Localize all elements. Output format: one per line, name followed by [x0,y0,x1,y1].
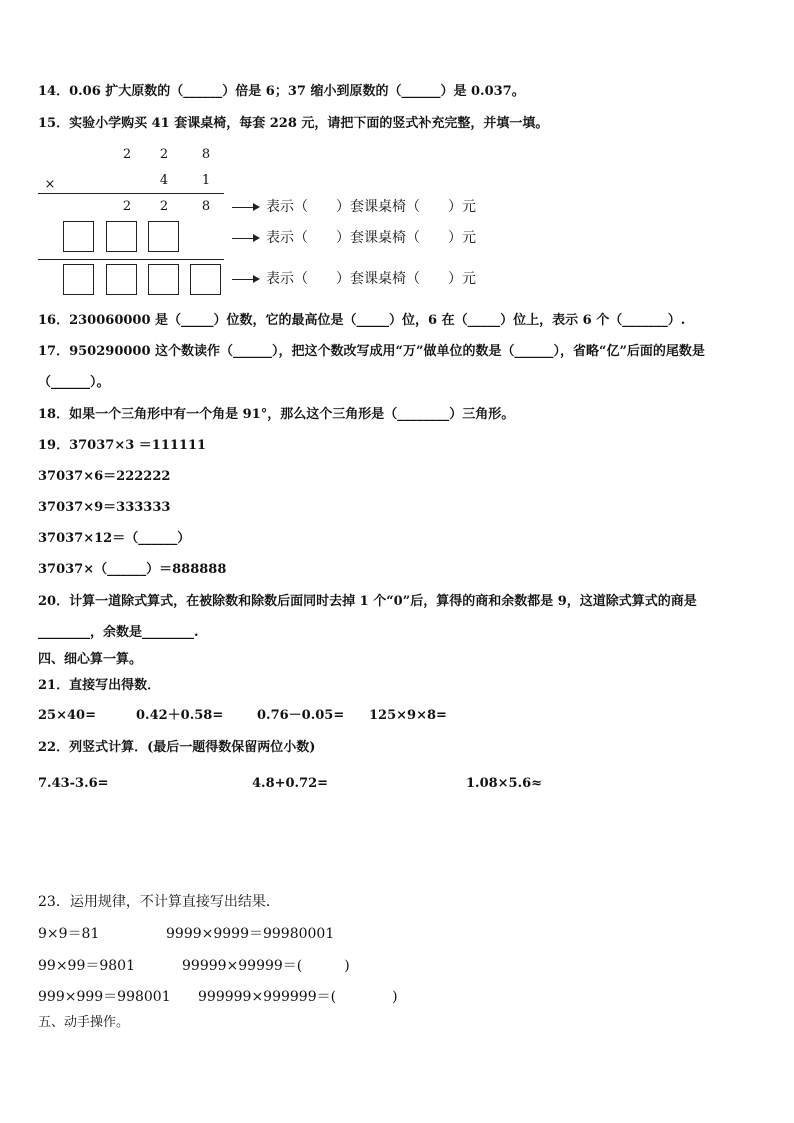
q21-item: 25×40= [38,708,96,723]
answer-box[interactable] [63,221,94,252]
q21-item: 125×9×8= [369,708,447,723]
question-19-line: 37037×（______）＝888888 [38,562,227,577]
q22-item: 7.43-3.6= [38,776,109,791]
question-19: 19．37037×3 ＝111111 [38,438,207,453]
answer-box[interactable] [63,264,94,295]
answer-box[interactable] [148,221,179,252]
divider-line [38,259,224,260]
divider-line [38,193,224,194]
multiplicand-digit: 2 [122,147,132,162]
question-21: 21．直接写出得数． [38,678,161,693]
q23-pattern: 999999×999999＝( ) [198,989,398,1005]
partial-product-digit: 2 [159,199,169,214]
section-5-heading: 五、动手操作。 [38,1015,130,1030]
q21-item: 0.76－0.05= [257,708,345,723]
multiplier-digit: 4 [159,173,169,188]
question-17-continued: （______）。 [38,375,110,390]
q23-pattern: 9×9＝81 [38,926,100,942]
multiplicand-digit: 8 [201,147,211,162]
q23-pattern: 999×999＝998001 [38,989,171,1005]
question-16: 16．230060000 是（_____）位数，它的最高位是（_____）位，6 在（_____）位上，表示 6 个（_______）. [38,313,686,328]
arrow-icon [232,238,258,239]
arrow-icon [232,207,258,208]
q23-pattern: 99×99＝9801 [38,958,135,974]
multiplicand-digit: 2 [159,147,169,162]
question-18: 18．如果一个三角形中有一个角是 91°，那么这个三角形是（________）三角形。 [38,407,515,422]
question-19-line: 37037×6＝222222 [38,469,171,484]
answer-box[interactable] [106,221,137,252]
caption-row-2: 表示（ ）套课桌椅（ ）元 [266,230,476,246]
arrow-icon [232,279,258,280]
caption-row-1: 表示（ ）套课桌椅（ ）元 [266,199,476,215]
question-22: 22．列竖式计算．(最后一题得数保留两位小数) [38,740,316,755]
question-15: 15．实验小学购买 41 套课桌椅，每套 228 元，请把下面的竖式补充完整，并填一填。 [38,116,549,131]
answer-box[interactable] [148,264,179,295]
partial-product-digit: 2 [122,199,132,214]
section-4-heading: 四、细心算一算。 [38,652,143,667]
q21-item: 0.42＋0.58= [136,708,224,723]
caption-row-3: 表示（ ）套课桌椅（ ）元 [266,271,476,287]
answer-box[interactable] [106,264,137,295]
partial-product-digit: 8 [201,199,211,214]
answer-box[interactable] [190,264,221,295]
q22-item: 4.8+0.72= [252,776,329,791]
multiplier-digit: 1 [201,173,211,188]
question-19-line: 37037×9＝333333 [38,500,171,515]
question-19-line: 37037×12＝（______） [38,531,191,546]
q22-item: 1.08×5.6≈ [466,776,543,791]
question-14: 14．0.06 扩大原数的（______）倍是 6；37 缩小到原数的（______）是 0.037。 [38,84,525,99]
q23-pattern: 9999×9999＝99980001 [166,926,335,942]
question-17: 17．950290000 这个数读作（______），把这个数改写成用“万”做单位的数是（______），省略“亿”后面的尾数是 [38,344,705,359]
question-20: 20．计算一道除式算式，在被除数和除数后面同时去掉 1 个“0”后，算得的商和余数都是 9，这道除式算式的商是 [38,594,697,609]
question-23: 23．运用规律，不计算直接写出结果． [38,894,280,910]
times-sign: × [44,177,56,192]
question-20-continued: ________，余数是________. [38,625,199,640]
q23-pattern: 99999×99999＝( ) [182,958,350,974]
